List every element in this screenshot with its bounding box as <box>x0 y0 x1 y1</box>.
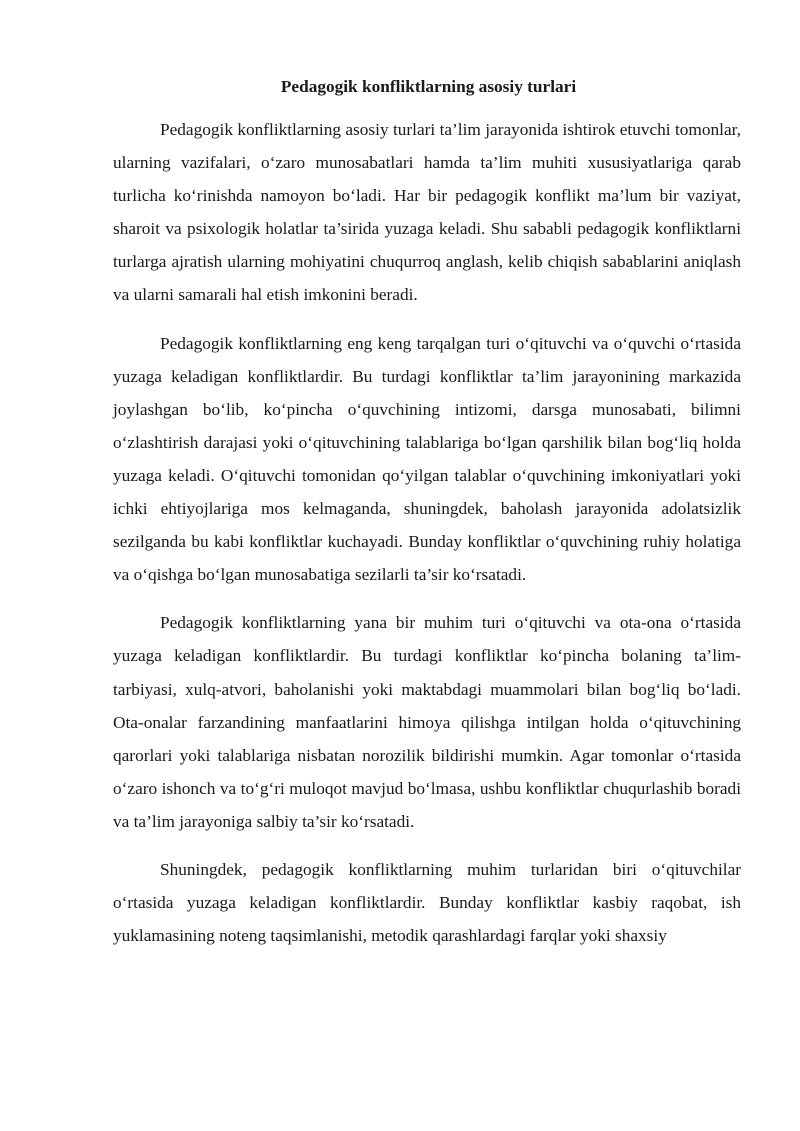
paragraph-2: Pedagogik konfliktlarning eng keng tarqalgan turi o‘qituvchi va o‘quvchi o‘rtasida yuzaga keladigan konfliktlardir. Bu turdagi konfliktlar ta’lim jarayonining markazida joylashgan bo‘lib, ko‘pincha o‘quvchining intizomi, darsga munosabati, bilimni o‘zlashtirish darajasi yoki o‘qituvchining talablariga bo‘lgan qarshilik bilan bog‘liq holda yuzaga keladi. O‘qituvchi tomonidan qo‘yilgan talablar o‘quvchining imkoniyatlari yoki ichki ehtiyojlariga mos kelmaganda, shuningdek, baholash jarayonida adolatsizlik sezilganda bu kabi konfliktlar kuchayadi. Bunday konfliktlar o‘quvchining ruhiy holatiga va o‘qishga bo‘lgan munosabatiga sezilarli ta’sir ko‘rsatadi. <box>113 333 741 585</box>
paragraph-4: Shuningdek, pedagogik konfliktlarning muhim turlaridan biri o‘qituvchilar o‘rtasida yuzaga keladigan konfliktlardir. Bunday konfliktlar kasbiy raqobat, ish yuklamasining noteng taqsimlanishi, metodik qarashlardagi farqlar yoki shaxsiy <box>113 859 741 946</box>
paragraph-1: Pedagogik konfliktlarning asosiy turlari ta’lim jarayonida ishtirok etuvchi tomonlar, ularning vazifalari, o‘zaro munosabatlari hamda ta’lim muhiti xususiyatlariga qarab turlicha ko‘rinishda namoyon bo‘ladi. Har bir pedagogik konflikt ma’lum bir vaziyat, sharoit va psixologik holatlar ta’sirida yuzaga keladi. Shu sababli pedagogik konfliktlarni turlarga ajratish ularning mohiyatini chuqurroq anglash, kelib chiqish sabablarini aniqlash va ularni samarali hal etish imkonini beradi. <box>113 120 741 305</box>
paragraph-3: Pedagogik konfliktlarning yana bir muhim turi o‘qituvchi va ota-ona o‘rtasida yuzaga keladigan konfliktlardir. Bu turdagi konfliktlar ko‘pincha bolaning ta’lim-tarbiyasi, xulq-atvori, baholanishi yoki maktabdagi muammolari bilan bog‘liq bo‘ladi. Ota-onalar farzandining manfaatlarini himoya qilishga intilgan holda o‘qituvchining qarorlari yoki talablariga nisbatan norozilik bildirishi mumkin. Agar tomonlar o‘rtasida o‘zaro ishonch va to‘g‘ri muloqot mavjud bo‘lmasa, ushbu konfliktlar chuqurlashib boradi va ta’lim jarayoniga salbiy ta’sir ko‘rsatadi. <box>113 613 741 831</box>
document-title: Pedagogik konfliktlarning asosiy turlari <box>280 77 577 96</box>
document-body <box>113 74 741 967</box>
